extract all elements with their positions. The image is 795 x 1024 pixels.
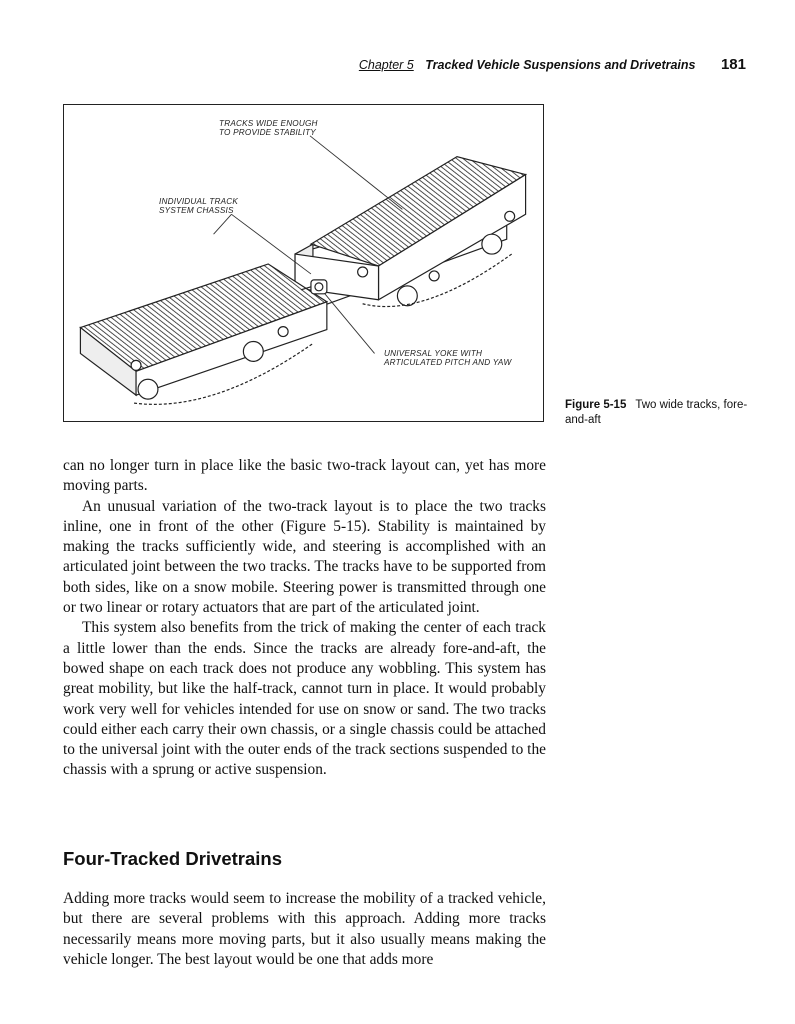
- callout-yoke-line-1: UNIVERSAL YOKE WITH: [384, 349, 483, 358]
- chapter-title: Tracked Vehicle Suspensions and Drivetrains: [425, 58, 696, 72]
- caption-text: Two wide tracks, fore-and-aft: [565, 399, 748, 426]
- section-heading: Four-Tracked Drivetrains: [63, 848, 282, 869]
- front-track: [80, 264, 326, 404]
- callout-tracks-wide: [219, 119, 318, 137]
- paragraph: An unusual variation of the two-track layout is to place the two tracks inline, one in front of the other (Figure 5-15). Stability is maintained by making the tracks sufficiently wide, and steering is accomplished with an articulated joint between the two tracks. The tracks have to be supported from both sides, like on a snow mobile. Steering power is transmitted through one or two linear or rotary actuators that are part of the articulated joint.: [63, 497, 546, 617]
- callout-yoke: [384, 349, 511, 367]
- callout-chassis-line-2: SYSTEM CHASSIS: [159, 206, 234, 215]
- caption-label: Figure 5-15: [565, 399, 627, 411]
- figure-5-15: [63, 104, 544, 422]
- paragraph: Adding more tracks would seem to increase the mobility of a tracked vehicle, but there are several problems with this approach. Adding more tracks necessarily means more moving parts, but it also usually means making the vehicle longer. The best layout would be one that adds more: [63, 890, 546, 968]
- paragraph: can no longer turn in place like the basic two-track layout can, yet has more moving parts.: [63, 457, 546, 495]
- callout-tracks-wide-line-1: TRACKS WIDE ENOUGH: [219, 119, 318, 128]
- callout-tracks-wide-line-2: TO PROVIDE STABILITY: [219, 128, 316, 137]
- tracked-vehicle-illustration: [64, 105, 543, 421]
- chapter-label: Chapter 5: [358, 58, 414, 72]
- callout-yoke-line-2: ARTICULATED PITCH AND YAW: [384, 358, 512, 367]
- section-body-text: [63, 889, 546, 970]
- figure-caption: [565, 398, 750, 428]
- body-text: [63, 456, 546, 781]
- rear-track: [295, 157, 526, 316]
- callout-chassis-line-1: INDIVIDUAL TRACK: [159, 197, 239, 206]
- running-head: [300, 56, 746, 73]
- callout-chassis: [159, 197, 238, 215]
- page-number: 181: [720, 56, 746, 73]
- paragraph: This system also benefits from the trick of making the center of each track a little lower than the ends. Since the tracks are already fore-and-aft, the bowed shape on each track does not produce any wobbling. This system has great mobility, but like the half-track, cannot turn in place. It would probably work very well for vehicles intended for use on snow or sand. The two tracks could either each carry their own chassis, or a single chassis could be attached to the universal joint with the outer ends of the track sections suspended to the chassis with a sprung or active suspension.: [63, 619, 546, 779]
